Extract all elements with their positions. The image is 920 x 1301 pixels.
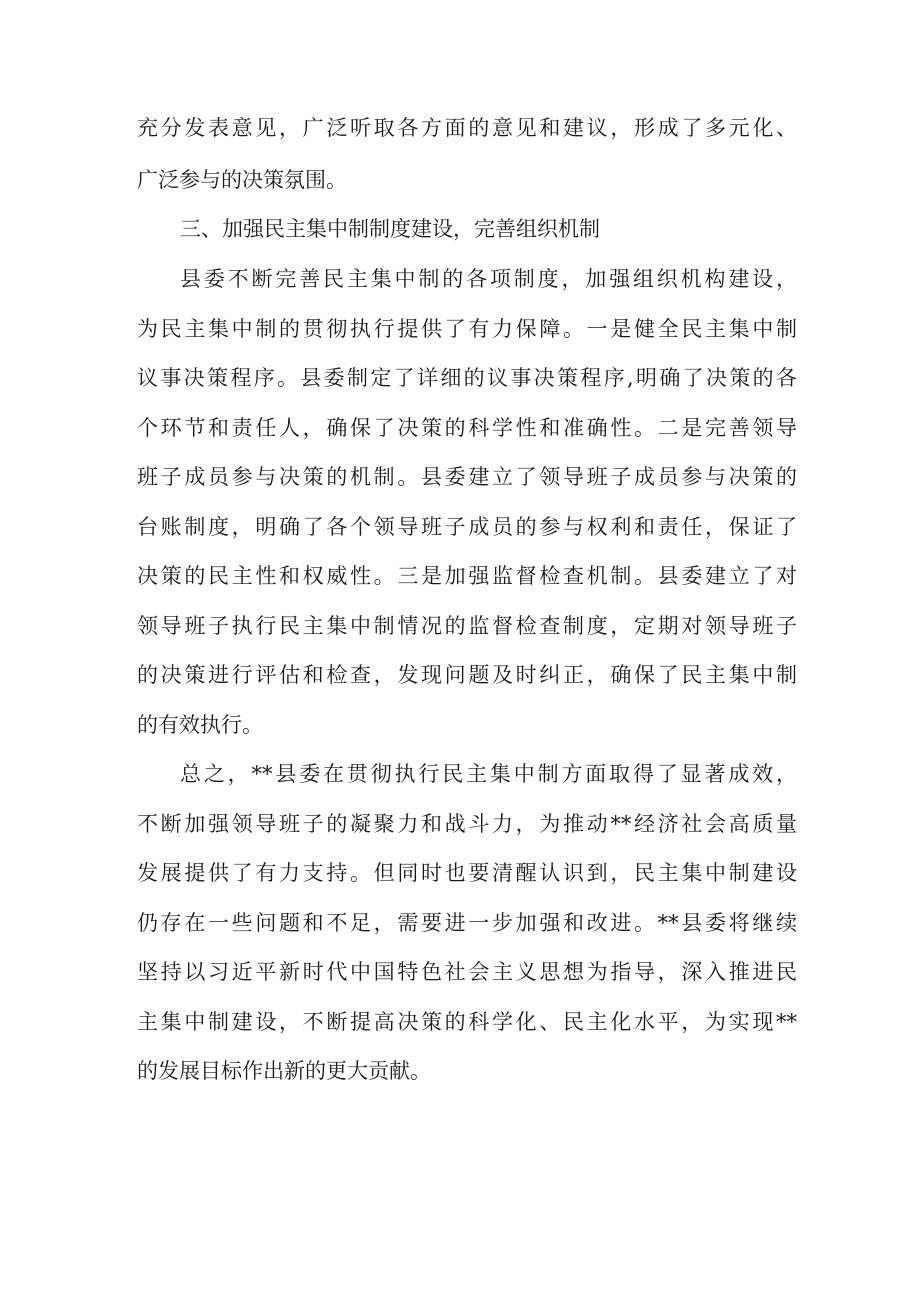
paragraph-line: 班子成员参与决策的机制。县委建立了领导班子成员参与决策的 xyxy=(137,465,797,489)
paragraph-line: 的发展目标作出新的更大贡献。 xyxy=(137,1059,431,1083)
paragraph-line: 台账制度，明确了各个领导班子成员的参与权利和责任，保证了 xyxy=(137,515,797,539)
paragraph-line: 发展提供了有力支持。但同时也要清醒认识到，民主集中制建设 xyxy=(137,861,797,885)
paragraph-line: 议事决策程序。县委制定了详细的议事决策程序,明确了决策的各 xyxy=(137,366,797,390)
paragraph-line: 总之，**县委在贯彻执行民主集中制方面取得了显著成效， xyxy=(180,762,797,786)
paragraph-line: 不断加强领导班子的凝聚力和战斗力，为推动**经济社会高质量 xyxy=(137,812,797,836)
paragraph-line: 充分发表意见，广泛听取各方面的意见和建议，形成了多元化、 xyxy=(137,116,797,140)
paragraph-line: 决策的民主性和权威性。三是加强监督检查机制。县委建立了对 xyxy=(137,564,797,588)
paragraph-line: 坚持以习近平新时代中国特色社会主义思想为指导，深入推进民 xyxy=(137,960,797,984)
section-heading: 三、加强民主集中制制度建设，完善组织机制 xyxy=(180,217,600,241)
paragraph-line: 的有效执行。 xyxy=(137,713,263,737)
paragraph-line: 主集中制建设，不断提高决策的科学化、民主化水平，为实现** xyxy=(137,1010,797,1034)
paragraph-line: 广泛参与的决策氛围。 xyxy=(137,168,347,192)
paragraph-line: 个环节和责任人，确保了决策的科学性和准确性。二是完善领导 xyxy=(137,416,797,440)
paragraph-line: 仍存在一些问题和不足，需要进一步加强和改进。**县委将继续 xyxy=(137,911,797,935)
paragraph-line: 领导班子执行民主集中制情况的监督检查制度，定期对领导班子 xyxy=(137,614,797,638)
paragraph-line: 县委不断完善民主集中制的各项制度，加强组织机构建设， xyxy=(180,267,797,291)
paragraph-line: 的决策进行评估和检查，发现问题及时纠正，确保了民主集中制 xyxy=(137,663,797,687)
paragraph-line: 为民主集中制的贯彻执行提供了有力保障。一是健全民主集中制 xyxy=(137,317,797,341)
